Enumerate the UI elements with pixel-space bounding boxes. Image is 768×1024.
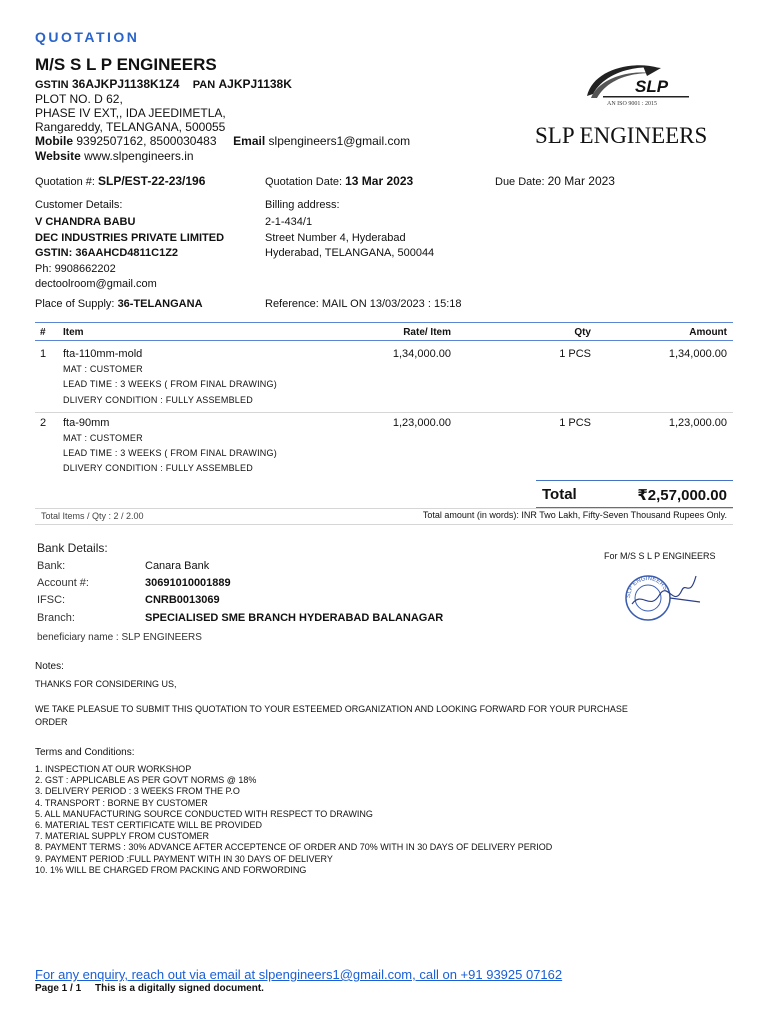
row-divider [35,412,733,413]
list-item: 1. INSPECTION AT OUR WORKSHOP [35,764,192,774]
list-item: 7. MATERIAL SUPPLY FROM CUSTOMER [35,831,210,842]
col-header-item: Item [63,327,84,338]
branch-label: Branch: [37,612,75,624]
item-detail: MAT : CUSTOMER [63,433,143,443]
item-rate: 1,23,000.00 [392,417,451,429]
col-header-qty: Qty [574,327,591,338]
col-header-amount: Amount [689,327,727,338]
svg-text:SLP ENGINEERS: SLP ENGINEERS [625,575,668,599]
mobile-value: 9392507162, 8500030483 [76,134,217,148]
list-item: 10. 1% WILL BE CHARGED FROM PACKING AND FORWORDING [35,864,307,875]
company-address-line-1: PLOT NO. D 62, [35,92,123,106]
list-item: 3. DELIVERY PERIOD : 3 WEEKS FROM THE P.O [35,786,240,797]
company-contact [35,134,410,149]
notes-line-3: ORDER [35,717,68,727]
list-item: 5. ALL MANUFACTURING SOURCE CONDUCTED WITH RESPECT TO DRAWING [35,808,373,819]
customer-details-label: Customer Details: [35,199,123,211]
item-detail: DLIVERY CONDITION : FULLY ASSEMBLED [63,395,253,405]
quotation-number [35,174,205,188]
item-detail: LEAD TIME : 3 WEEKS ( FROM FINAL DRAWING) [63,448,277,458]
account-label: Account #: [37,577,89,589]
item-rate: 1,34,000.00 [392,348,451,360]
ifsc-value: CNRB0013069 [145,594,220,606]
branch-value: SPECIALISED SME BRANCH HYDERABAD BALANAGAR [145,612,444,624]
page-number: Page 1 / 1 [35,983,82,994]
customer-phone: Ph: 9908662202 [35,263,116,275]
company-website-row [35,149,194,164]
pan-label: PAN [192,79,216,91]
terms-title: Terms and Conditions: [35,747,135,758]
due-date-value: 20 Mar 2023 [547,174,615,188]
col-header-num: # [40,327,46,338]
quotation-date-label: Quotation Date: [265,176,343,188]
ifsc-label: IFSC: [37,594,66,606]
item-amount: 1,23,000.00 [668,417,727,429]
quotation-number-label: Quotation #: [35,176,95,188]
total-amount-words: Total amount (in words): INR Two Lakh, Fifty-Seven Thousand Rupees Only. [422,510,727,520]
item-name: fta-90mm [63,417,110,429]
place-of-supply-label: Place of Supply: [35,298,115,310]
svg-text:AN ISO 9001 : 2015: AN ISO 9001 : 2015 [607,101,658,107]
company-stamp [620,568,720,628]
enquiry-link[interactable]: For any enquiry, reach out via email at slpengineers1@gmail.com, call on +91 93925 07162 [35,967,563,982]
account-value: 30691010001889 [145,577,231,589]
billing-address-label: Billing address: [265,199,340,211]
total-label: Total [542,486,577,503]
notes-line-2: WE TAKE PLEASUE TO SUBMIT THIS QUOTATION TO YOUR ESTEEMED ORGANIZATION AND LOOKING FORWARD FOR YOUR PURCHASE [35,704,628,714]
item-qty: 1 PCS [559,417,591,429]
due-date [495,174,615,188]
list-item: 9. PAYMENT PERIOD :FULL PAYMENT WITH IN 30 DAYS OF DELIVERY [35,853,333,864]
gstin-value: 36AJKPJ1138K1Z4 [71,77,180,91]
reference: Reference: MAIL ON 13/03/2023 : 15:18 [265,298,462,310]
company-logo [583,62,693,110]
brand-name: SLP ENGINEERS [535,123,708,148]
billing-address-line-1: 2-1-434/1 [265,216,313,228]
company-tax-ids [35,77,292,93]
list-item: 2. GST : APPLICABLE AS PER GOVT NORMS @ 18% [35,775,257,786]
quotation-number-value: SLP/EST-22-23/196 [98,174,206,188]
company-address-line-2: PHASE IV EXT,, IDA JEEDIMETLA, [35,106,226,120]
table-top-border [35,322,733,323]
row-number: 2 [40,417,47,429]
customer-email[interactable]: dectoolroom@gmail.com [35,278,157,290]
customer-company: DEC INDUSTRIES PRIVATE LIMITED [35,232,225,244]
totals-bottom-divider [35,524,733,525]
billing-address-line-3: Hyderabad, TELANGANA, 500044 [265,247,435,259]
slp-logo-icon [583,62,693,110]
item-detail: LEAD TIME : 3 WEEKS ( FROM FINAL DRAWING) [63,379,277,389]
bank-value: Canara Bank [145,560,210,572]
email-label: Email [233,134,266,148]
digital-signature-note: This is a digitally signed document. [95,983,264,994]
bank-label: Bank: [37,560,66,572]
quotation-date-value: 13 Mar 2023 [345,174,414,188]
mobile-label: Mobile [35,134,73,148]
gstin-label: GSTIN [35,79,69,91]
company-name: M/S S L P ENGINEERS [35,55,217,74]
quotation-date [265,174,413,188]
customer-name: V CHANDRA BABU [35,216,136,228]
total-value: ₹2,57,000.00 [637,487,727,504]
company-email[interactable]: slpengineers1@gmail.com [268,134,411,148]
item-qty: 1 PCS [559,348,591,360]
due-date-label: Due Date: [495,176,545,188]
item-detail: MAT : CUSTOMER [63,364,143,374]
item-name: fta-110mm-mold [63,348,143,360]
customer-gstin: GSTIN: 36AAHCD4811C1Z2 [35,247,179,259]
total-divider [35,508,733,509]
terms-list [35,764,552,876]
beneficiary-name: beneficiary name : SLP ENGINEERS [37,632,202,643]
notes-title: Notes: [35,661,64,672]
stamp-signature-icon [620,568,720,628]
footer-info [35,983,264,994]
item-detail: DLIVERY CONDITION : FULLY ASSEMBLED [63,463,253,473]
document-title: QUOTATION [35,29,140,45]
pan-value: AJKPJ1138K [218,77,292,91]
website-label: Website [35,149,81,163]
list-item: 4. TRANSPORT : BORNE BY CUSTOMER [35,797,208,808]
place-of-supply [35,298,203,310]
total-items-qty: Total Items / Qty : 2 / 2.00 [41,511,144,521]
place-of-supply-value: 36-TELANGANA [117,298,203,310]
notes-line-1: THANKS FOR CONSIDERING US, [35,679,177,689]
table-header-border [35,340,733,341]
company-address-line-3: Rangareddy, TELANGANA, 500055 [35,120,226,134]
company-website[interactable]: www.slpengineers.in [84,149,194,163]
signature-for-label: For M/S S L P ENGINEERS [604,551,716,561]
svg-text:SLP: SLP [635,77,669,96]
col-header-rate: Rate/ Item [403,327,451,338]
billing-address-line-2: Street Number 4, Hyderabad [265,232,406,244]
row-number: 1 [40,348,47,360]
item-amount: 1,34,000.00 [668,348,727,360]
list-item: 6. MATERIAL TEST CERTIFICATE WILL BE PROVIDED [35,820,263,831]
list-item: 8. PAYMENT TERMS : 30% ADVANCE AFTER ACCEPTENCE OF ORDER AND 70% WITH IN 30 DAYS OF DELIVERY PERIOD [35,842,553,853]
bank-details-title: Bank Details: [37,541,108,555]
